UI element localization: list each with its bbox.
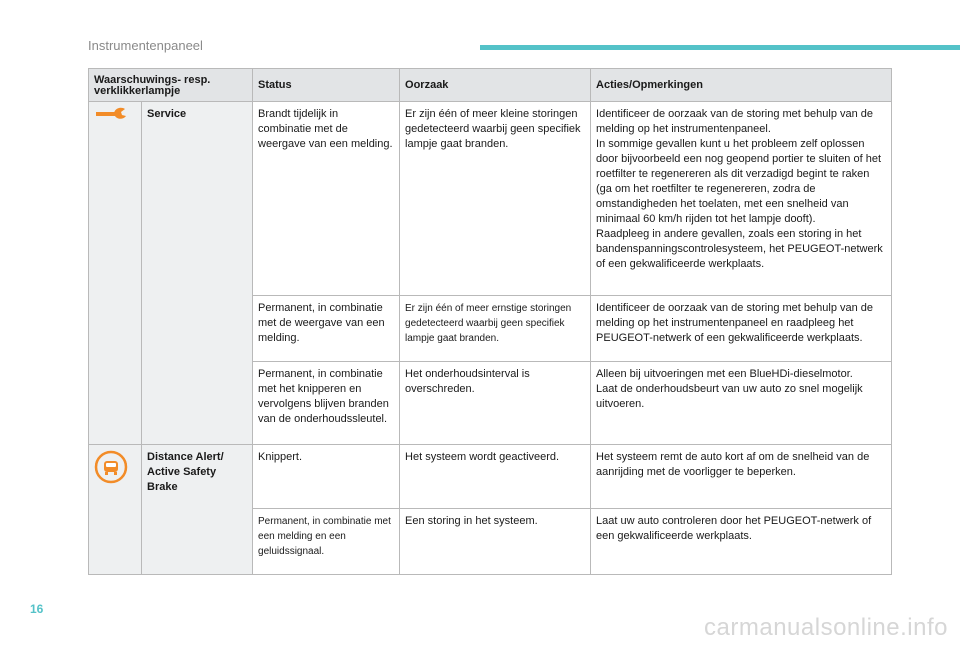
cause-cell: Er zijn één of meer ernstige storingen gedetecteerd waarbij geen specifiek lampje gaat branden. xyxy=(400,296,591,362)
table-row xyxy=(89,445,892,509)
cause-cell: Er zijn één of meer kleine storingen gedetecteerd waarbij geen specifiek lampje gaat branden. xyxy=(400,102,591,296)
section-title: Instrumentenpaneel xyxy=(88,38,203,53)
action-line: Laat de onderhoudsbeurt van uw auto zo snel mogelijk uitvoeren. xyxy=(596,383,863,410)
table-header-row xyxy=(89,69,892,102)
action-line: Laat uw auto controleren door het PEUGEOT-netwerk of een gekwalificeerde werkplaats. xyxy=(596,515,872,542)
cause-cell: Het onderhoudsinterval is overschreden. xyxy=(400,362,591,445)
status-cell: Permanent, in combinatie met de weergave van een melding. xyxy=(253,296,400,362)
actions-cell xyxy=(591,102,892,296)
column-header-cause: Oorzaak xyxy=(400,69,591,102)
lamp-name: Service xyxy=(142,102,253,445)
status-cell: Permanent, in combinatie met een melding en een geluidssignaal. xyxy=(253,509,400,575)
cause-cell: Het systeem wordt geactiveerd. xyxy=(400,445,591,509)
status-cell: Knippert. xyxy=(253,445,400,509)
action-line: Alleen bij uitvoeringen met een BlueHDi-dieselmotor. xyxy=(596,368,853,380)
status-cell: Permanent, in combinatie met het knipperen en vervolgens blijven branden van de onderhoudssleutel. xyxy=(253,362,400,445)
status-cell: Brandt tijdelijk in combinatie met de weergave van een melding. xyxy=(253,102,400,296)
table-row xyxy=(89,102,892,296)
cause-cell: Een storing in het systeem. xyxy=(400,509,591,575)
actions-cell xyxy=(591,296,892,362)
wrench-icon xyxy=(94,107,128,126)
action-line: Identificeer de oorzaak van de storing met behulp van de melding op het instrumentenpaneel en raadpleeg het PEUGEOT-netwerk of een gekwalificeerde werkplaats. xyxy=(596,302,874,344)
column-header-status: Status xyxy=(253,69,400,102)
distance-alert-icon xyxy=(94,450,128,489)
column-header-lamp: Waarschuwings- resp. verklikkerlampje xyxy=(89,69,253,102)
action-line: In sommige gevallen kunt u het probleem zelf oplossen door bijvoorbeeld een nog geopend portier te sluiten of het roetfilter te regenereren als dit verzadigd begint te raken (ga om het roetfilter te regenereren, zodra de omstandigheden het toelaten, met een snelheid van minimaal 60 km/h rijden tot het lampje dooft). xyxy=(596,138,882,225)
action-line: Het systeem remt de auto kort af om de snelheid van de aanrijding met de voorligger te beperken. xyxy=(596,451,870,478)
action-line: Identificeer de oorzaak van de storing met behulp van de melding op het instrumentenpaneel. xyxy=(596,108,874,135)
page-number: 16 xyxy=(30,602,44,616)
watermark-text: carmanualsonline.info xyxy=(704,614,948,641)
column-header-actions: Acties/Opmerkingen xyxy=(591,69,892,102)
actions-cell xyxy=(591,362,892,445)
lamp-icon-cell xyxy=(89,102,142,445)
action-line: Raadpleeg in andere gevallen, zoals een storing in het bandenspanningscontrolesysteem, het PEUGEOT-netwerk of een gekwalificeerde werkplaats. xyxy=(596,228,883,270)
section-accent-bar xyxy=(480,45,960,50)
lamp-icon-cell xyxy=(89,445,142,575)
actions-cell xyxy=(591,445,892,509)
lamp-name: Distance Alert/ Active Safety Brake xyxy=(142,445,253,575)
actions-cell xyxy=(591,509,892,575)
warning-lamp-table xyxy=(88,68,892,575)
